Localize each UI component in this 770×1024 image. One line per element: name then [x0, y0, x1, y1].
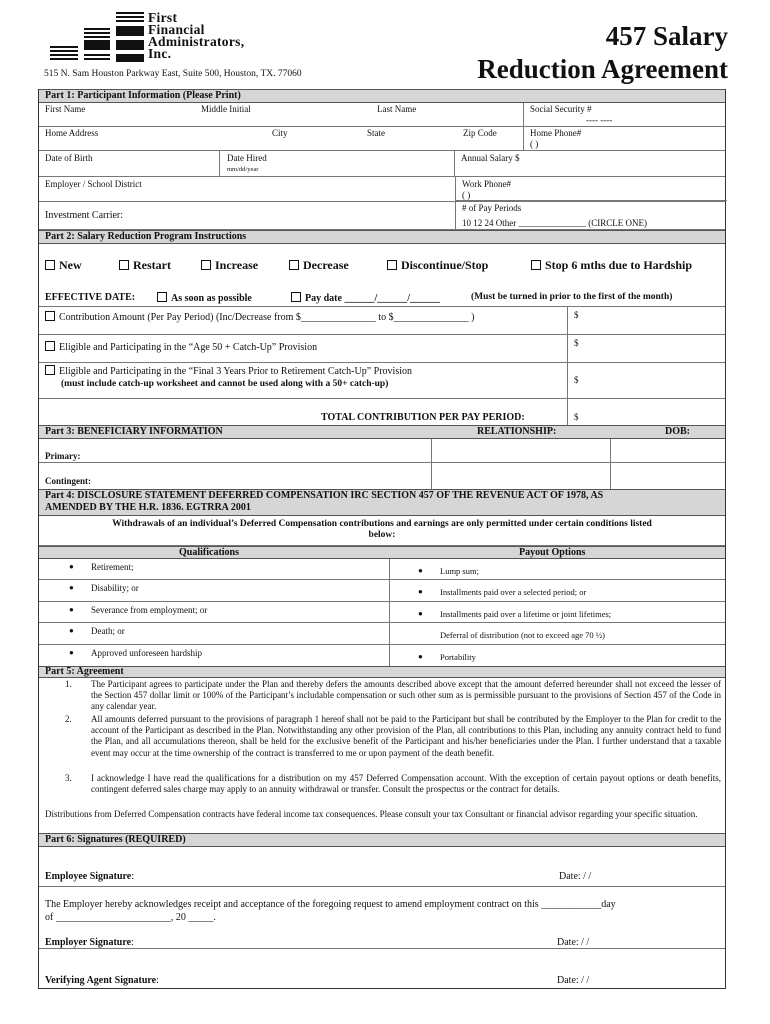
contribution-option[interactable]: [45, 311, 475, 323]
withdrawals-notice: [39, 516, 725, 546]
age50-row: [39, 335, 725, 363]
option-new[interactable]: [45, 258, 82, 273]
bullet-icon: ●: [418, 566, 423, 575]
part6-header: Part 6: Signatures (REQUIRED): [39, 833, 725, 847]
primary-label: Primary:: [45, 451, 81, 461]
dollar-sign: $: [574, 412, 579, 422]
option-decrease-label: Decrease: [303, 258, 349, 272]
option-stop-hardship[interactable]: [531, 258, 692, 273]
employer-signature-row[interactable]: [39, 887, 725, 949]
checkbox-icon: [201, 260, 211, 270]
home-phone-mask: ( ): [530, 139, 539, 149]
checkbox-icon: [45, 260, 55, 270]
contingent-label: Contingent:: [45, 476, 92, 486]
employer-ack-line: of _______________________, 20 _____.: [45, 912, 216, 923]
pay-period-options: 10 12 24 Other _______________ (CIRCLE ONE): [462, 218, 647, 228]
final3-note: (must include catch-up worksheet and cannot be used along with a 50+ catch-up): [61, 379, 389, 389]
payout-item: Installments paid over a selected period; or: [440, 587, 587, 598]
bullet-icon: ●: [69, 583, 74, 593]
home-address-label: Home Address: [45, 128, 99, 138]
employee-signature-label: [45, 871, 134, 882]
ssn-mask: ---- ----: [586, 115, 613, 125]
payout-item: Installments paid over a lifetime or joint lifetimes;: [440, 608, 612, 619]
primary-relationship-field[interactable]: [431, 439, 611, 462]
contingent-beneficiary-row[interactable]: [39, 463, 725, 489]
checkbox-icon: [45, 311, 55, 321]
date-format-hint: mm/dd/year: [227, 166, 259, 173]
option-stop-hardship-label: Stop 6 mths due to Hardship: [545, 258, 693, 272]
annual-salary-label: Annual Salary $: [461, 153, 520, 163]
qualification-item: Disability; or: [91, 583, 139, 594]
part3-title: Part 3: BENEFICIARY INFORMATION: [45, 426, 223, 437]
agreement-paragraph-2: All amounts deferred pursuant to the provisions of paragraph 1 hereof shall not be paid to the Participant but shall be contributed by the Employer to the Plan for credit to the account of the Participant as described in the Plan. Notwithstanding any other provision of the Plan, all contributions to this Plan, including any annuity contract held to fund the Plan, and all accumulations thereon, shall be held for the exclusive benefit of the Participant and his/her beneficiaries under the Plan. I further understand that a taxable event may occur at the time ownership of the contract is transferred to me or upon payment of the death benefit.: [91, 714, 721, 758]
zip-label: Zip Code: [463, 128, 497, 138]
agreement-paragraph-3: I acknowledge I have read the qualifications for a distribution on my 457 Deferred Compensation account. With the exception of certain payout options or death benefits, contingent deferred sales charge may apply to an annuity withdrawal or transfer. Consult the prospectus or the contract for details.: [91, 773, 721, 795]
relationship-header: RELATIONSHIP:: [477, 426, 557, 437]
option-discontinue-label: Discontinue/Stop: [401, 258, 489, 272]
qualification-row: [39, 602, 725, 623]
work-phone-label: Work Phone#: [462, 179, 512, 189]
checkbox-icon: [387, 260, 397, 270]
dollar-sign: $: [574, 375, 579, 385]
name-row: [39, 103, 725, 127]
final3-option[interactable]: [45, 365, 412, 377]
qualification-item: Death; or: [91, 626, 125, 637]
dollar-sign: $: [574, 338, 579, 348]
primary-beneficiary-row[interactable]: [39, 439, 725, 463]
employer-signature-text: Employer Signature: [45, 937, 132, 948]
checkbox-icon: [119, 260, 129, 270]
part4-title-line: AMENDED BY THE H.R. 1836. EGTRRA 2001: [45, 502, 251, 513]
city-label: City: [272, 128, 288, 138]
part4-title-line: Part 4: DISCLOSURE STATEMENT DEFERRED COMPENSATION IRC SECTION 457 OF THE REVENUE ACT OF 1978, AS: [45, 490, 604, 501]
payout-item: Deferral of distribution (not to exceed age 70 ½): [440, 630, 605, 641]
employee-signature-text: Employee Signature: [45, 871, 132, 882]
contribution-row: [39, 307, 725, 335]
employer-row: [39, 177, 725, 201]
company-address: 515 N. Sam Houston Parkway East, Suite 500, Houston, TX. 77060: [44, 69, 302, 79]
option-new-label: New: [59, 258, 82, 272]
home-phone-field[interactable]: [523, 127, 727, 150]
checkbox-icon: [45, 341, 55, 351]
bullet-icon: ●: [418, 651, 423, 661]
final3-amount-field[interactable]: [567, 363, 727, 398]
pay-periods-label: # of Pay Periods: [462, 203, 522, 213]
bullet-icon: ●: [69, 626, 74, 636]
employee-date-label: Date: / /: [559, 871, 592, 882]
company-name-line: First: [148, 10, 178, 25]
total-label: TOTAL CONTRIBUTION PER PAY PERIOD:: [321, 412, 525, 423]
checkbox-icon: [291, 292, 301, 302]
qualification-item: Severance from employment; or: [91, 604, 208, 615]
dob-label: Date of Birth: [45, 153, 93, 163]
payout-cell: [389, 559, 727, 579]
carrier-row: [39, 201, 725, 230]
employer-ack-line: The Employer hereby acknowledges receipt and acceptance of the foregoing request to amend employment contract on this ____________day: [45, 899, 616, 910]
employer-label: Employer / School District: [45, 179, 142, 189]
item-number: 1.: [65, 679, 72, 689]
bullet-icon: ●: [418, 587, 423, 597]
bullet-icon: ●: [69, 562, 74, 571]
agent-signature-row[interactable]: [39, 949, 725, 989]
work-phone-field[interactable]: [455, 177, 727, 201]
payout-cell: [389, 623, 727, 643]
state-label: State: [367, 128, 385, 138]
part4-header: [39, 489, 725, 516]
pay-date-label: Pay date ______/______/______: [305, 293, 440, 304]
age50-label: Eligible and Participating in the “Age 50 + Catch-Up” Provision: [59, 342, 318, 353]
date-hired-field[interactable]: [219, 151, 455, 176]
colon: :: [156, 975, 159, 986]
agreement-paragraph-1: The Participant agrees to participate under the Plan and thereby defers the amounts described above except that the amount deferred hereunder shall not exceed the lesser of the Section 457 dollar limit or 100% of the Participant’s includable compensation or such other sum as is permissible pursuant to the provisions of Section 457 of the Code in any calendar year.: [91, 679, 721, 712]
home-phone-label: Home Phone#: [530, 128, 582, 138]
agent-signature-text: Verifying Agent Signature: [45, 975, 157, 986]
qualification-item: Approved unforeseen hardship: [91, 647, 202, 658]
bullet-icon: ●: [69, 604, 74, 614]
logo-mark-icon: [48, 10, 148, 66]
contingent-relationship-field[interactable]: [431, 463, 611, 489]
qualification-row: [39, 623, 725, 644]
contribution-label: Contribution Amount (Per Pay Period) (Inc/Decrease from $_______________ to $_______________ ): [59, 312, 475, 323]
first-name-label: First Name: [45, 104, 86, 114]
total-row: [39, 399, 725, 425]
qualification-row: [39, 645, 725, 666]
option-restart[interactable]: [119, 258, 171, 273]
investment-carrier-label: Investment Carrier:: [45, 210, 124, 221]
part5-header: Part 5: Agreement: [39, 666, 725, 678]
asap-label: As soon as possible: [171, 293, 252, 304]
age50-amount-field[interactable]: [567, 335, 727, 362]
part2-header: Part 2: Salary Reduction Program Instructions: [39, 230, 725, 244]
employer-date-label: Date: / /: [557, 937, 590, 948]
total-amount-field[interactable]: [567, 399, 727, 425]
part3-header: [39, 425, 725, 439]
qualifications-header: Qualifications: [179, 547, 240, 558]
withdrawals-line: below:: [368, 530, 396, 540]
item-number: 3.: [65, 773, 72, 783]
option-decrease[interactable]: [289, 258, 349, 273]
title-line: Reduction Agreement: [477, 54, 728, 84]
dob-row: [39, 151, 725, 177]
qualifications-table: [39, 559, 725, 666]
beneficiary-dob-header: DOB:: [665, 426, 690, 437]
checkbox-icon: [289, 260, 299, 270]
middle-initial-label: Middle Initial: [201, 104, 251, 114]
company-name-line: Administrators,: [148, 34, 245, 49]
pay-date-option[interactable]: [291, 292, 440, 304]
payout-header: Payout Options: [519, 547, 586, 558]
last-name-label: Last Name: [377, 104, 417, 114]
pay-date-note: (Must be turned in prior to the first of the month): [471, 292, 673, 302]
pay-periods-field[interactable]: [455, 202, 727, 229]
date-hired-label: Date Hired: [227, 153, 267, 163]
colon: :: [131, 871, 134, 882]
work-phone-mask: ( ): [462, 190, 471, 200]
payout-item: Portability: [440, 651, 476, 662]
payout-item: Lump sum;: [440, 566, 479, 576]
address-row: [39, 127, 725, 151]
qualification-row: [39, 559, 725, 580]
agent-date-label: Date: / /: [557, 975, 590, 986]
checkbox-icon: [45, 365, 55, 375]
form-title: [477, 20, 728, 86]
option-discontinue[interactable]: [387, 258, 488, 273]
final3-row: [39, 363, 725, 399]
payout-cell: [389, 580, 727, 600]
effective-date-row: [39, 287, 725, 307]
dollar-sign: $: [574, 310, 579, 320]
qualification-row: [39, 580, 725, 601]
checkbox-icon: [531, 260, 541, 270]
contribution-amount-field[interactable]: [567, 307, 727, 334]
company-logo: [48, 10, 288, 66]
bullet-icon: ●: [69, 647, 74, 657]
checkbox-icon: [157, 292, 167, 302]
employer-signature-label: [45, 937, 134, 948]
title-line: 457 Salary: [605, 21, 728, 51]
agent-signature-label: [45, 975, 159, 986]
qualification-item: Retirement;: [91, 562, 134, 572]
withdrawals-line: Withdrawals of an individual’s Deferred Compensation contributions and earnings are only permitted under certain conditions listed: [112, 519, 652, 529]
ssn-field[interactable]: [523, 103, 727, 126]
asap-option[interactable]: [157, 292, 252, 304]
distribution-notice: Distributions from Deferred Compensation contracts have federal income tax consequences. Please consult your tax Consultant or financial advisor regarding your specific situation.: [45, 809, 698, 819]
colon: :: [131, 937, 134, 948]
bullet-icon: ●: [418, 608, 423, 618]
agreement-form: [38, 89, 726, 989]
final3-label: Eligible and Participating in the “Final 3 Years Prior to Retirement Catch-Up” Provision: [59, 366, 412, 377]
age50-option[interactable]: [45, 341, 317, 353]
company-name: [148, 12, 244, 60]
part1-header: Part 1: Participant Information (Please Print): [39, 89, 725, 103]
company-name-line: Financial: [148, 22, 205, 37]
item-number: 2.: [65, 714, 72, 724]
ssn-label: Social Security #: [530, 104, 592, 114]
effective-date-label: EFFECTIVE DATE:: [45, 292, 136, 303]
option-increase[interactable]: [201, 258, 258, 273]
employee-signature-row[interactable]: [39, 847, 725, 887]
payout-cell: [389, 645, 727, 666]
option-restart-label: Restart: [133, 258, 171, 272]
company-name-line: Inc.: [148, 46, 172, 61]
option-increase-label: Increase: [215, 258, 259, 272]
payout-cell: [389, 602, 727, 622]
qual-payout-header: [39, 546, 725, 559]
